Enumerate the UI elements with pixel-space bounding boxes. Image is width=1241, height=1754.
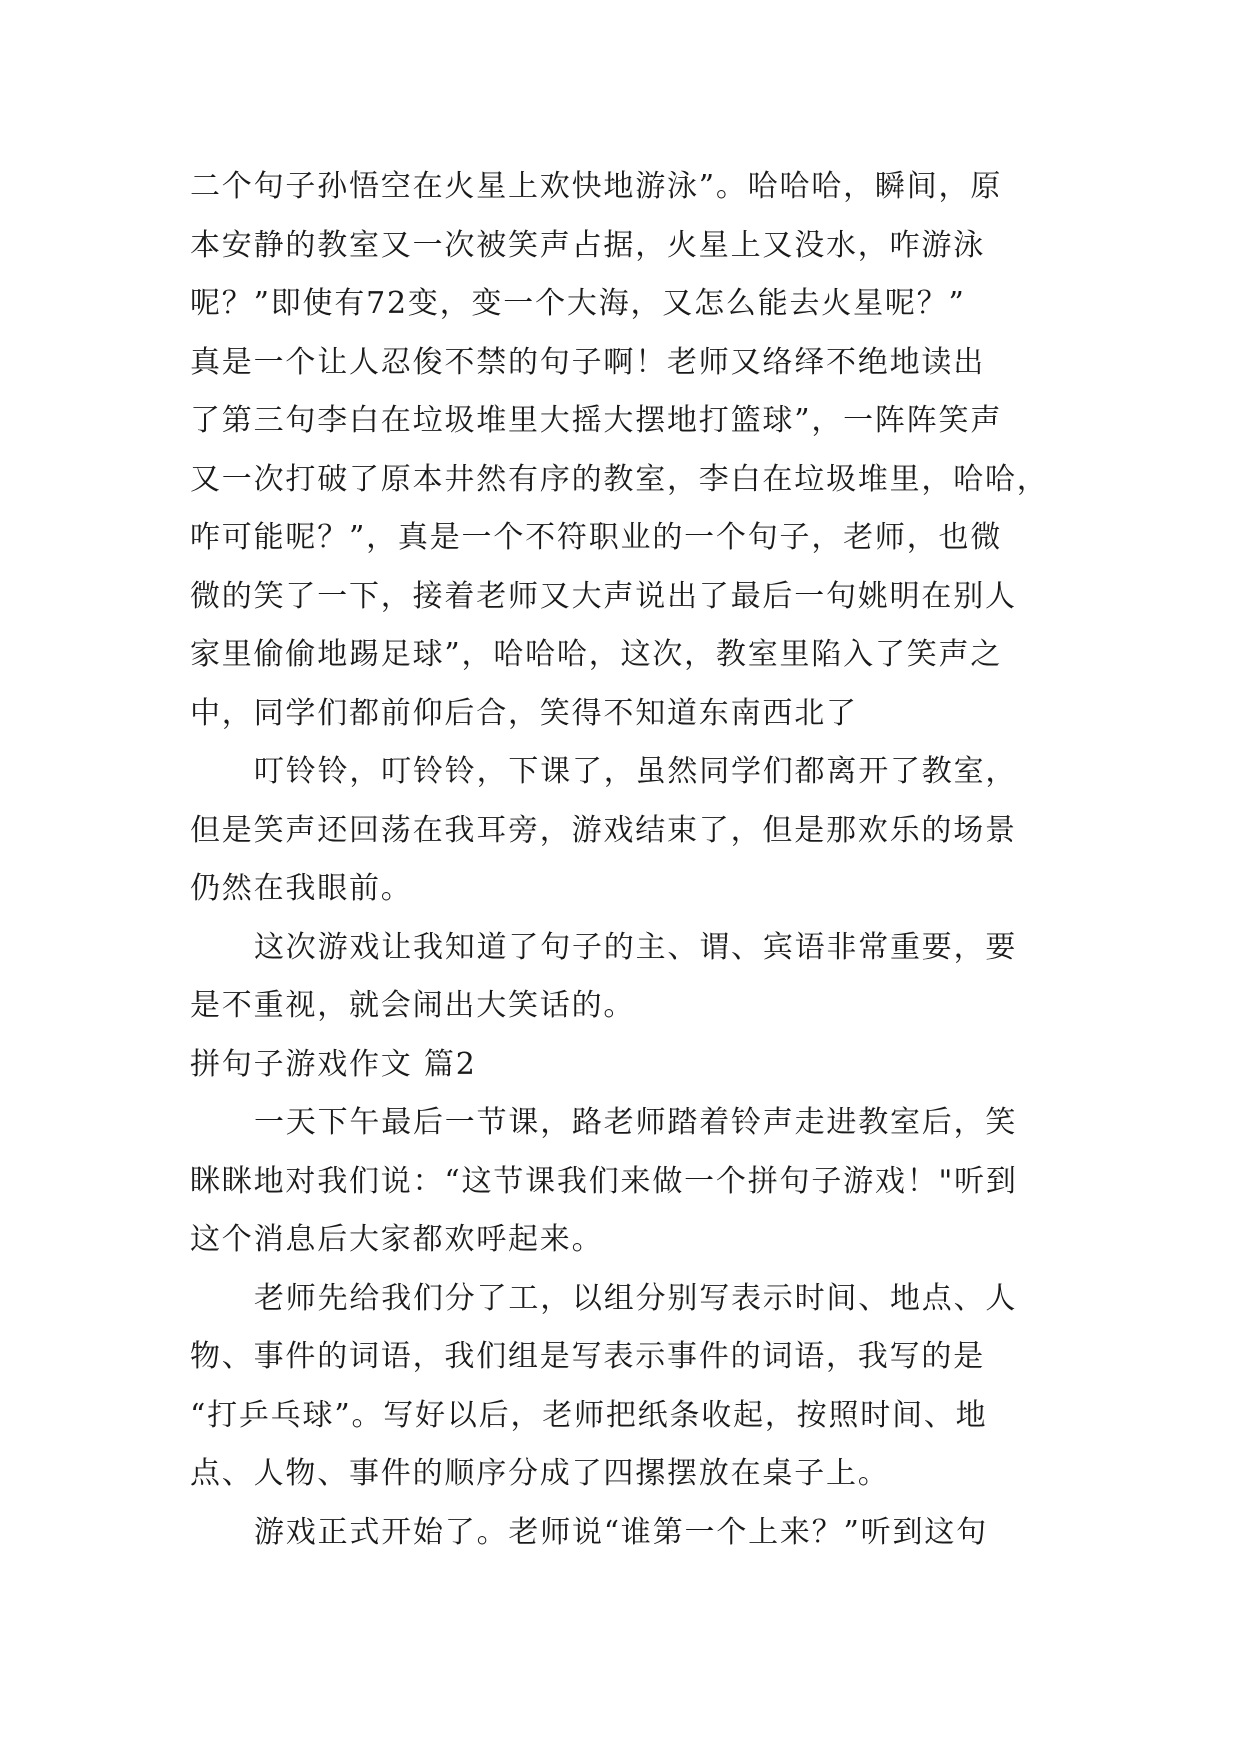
text-line: 微的笑了一下，接着老师又大声说出了最后一句姚明在别人 <box>190 578 1017 614</box>
document-body <box>190 158 1056 1562</box>
text-line: 叮铃铃，叮铃铃，下课了，虽然同学们都离开了教室， <box>254 754 1018 789</box>
text-line: 二个句子孙悟空在火星上欢快地游泳”。哈哈哈，瞬间，原 <box>190 169 1003 204</box>
text-line: 家里偷偷地踢足球”，哈哈哈，这次，教室里陷入了笑声之 <box>190 637 1003 672</box>
text-line: 一天下午最后一节课，路老师踏着铃声走进教室后，笑 <box>254 1105 1018 1140</box>
text-line: 但是笑声还回荡在我耳旁，游戏结束了，但是那欢乐的场景 <box>190 812 1017 848</box>
paragraph <box>190 1094 1056 1270</box>
text-line: 本安静的教室又一次被笑声占据，火星上又没水，咋游泳 <box>190 227 985 263</box>
text-line: 物、事件的词语，我们组是写表示事件的词语，我写的是 <box>190 1339 985 1374</box>
text-line: 又一次打破了原本井然有序的教室，李白在垃圾堆里，哈哈， <box>190 461 1049 497</box>
paragraph <box>190 1504 1056 1563</box>
text-line: 仍然在我眼前。 <box>190 871 413 906</box>
text-line: 咋可能呢？”，真是一个不符职业的一个句子，老师，也微 <box>190 520 1003 555</box>
text-line: 游戏正式开始了。老师说“谁第一个上来？”听到这句 <box>254 1514 988 1550</box>
text-line: 这个消息后大家都欢呼起来。 <box>190 1222 604 1257</box>
text-line: 中，同学们都前仰后合，笑得不知道东南西北了 <box>190 695 858 731</box>
paragraph <box>190 158 1056 743</box>
paragraph <box>190 919 1056 1036</box>
text-line: 呢？”即使有72变，变一个大海，又怎么能去火星呢？” <box>190 286 966 321</box>
text-line: 真是一个让人忍俊不禁的句子啊！老师又络绎不绝地读出 <box>190 344 985 380</box>
text-line: 眯眯地对我们说：“这节课我们来做一个拼句子游戏！"听到 <box>190 1163 1018 1199</box>
text-line: 点、人物、事件的顺序分成了四摞摆放在桌子上。 <box>190 1456 890 1491</box>
text-line: 是不重视，就会闹出大笑话的。 <box>190 988 636 1023</box>
paragraph <box>190 743 1056 919</box>
section-heading: 拼句子游戏作文 篇2 <box>190 1046 477 1082</box>
text-line: 了第三句李白在垃圾堆里大摇大摆地打篮球”，一阵阵笑声 <box>190 403 1003 438</box>
text-line: 这次游戏让我知道了句子的主、谓、宾语非常重要，要 <box>254 929 1018 965</box>
text-line: “打乒乓球”。写好以后，老师把纸条收起，按照时间、地 <box>190 1397 988 1433</box>
text-line: 老师先给我们分了工，以组分别写表示时间、地点、人 <box>254 1280 1018 1316</box>
paragraph <box>190 1270 1056 1504</box>
